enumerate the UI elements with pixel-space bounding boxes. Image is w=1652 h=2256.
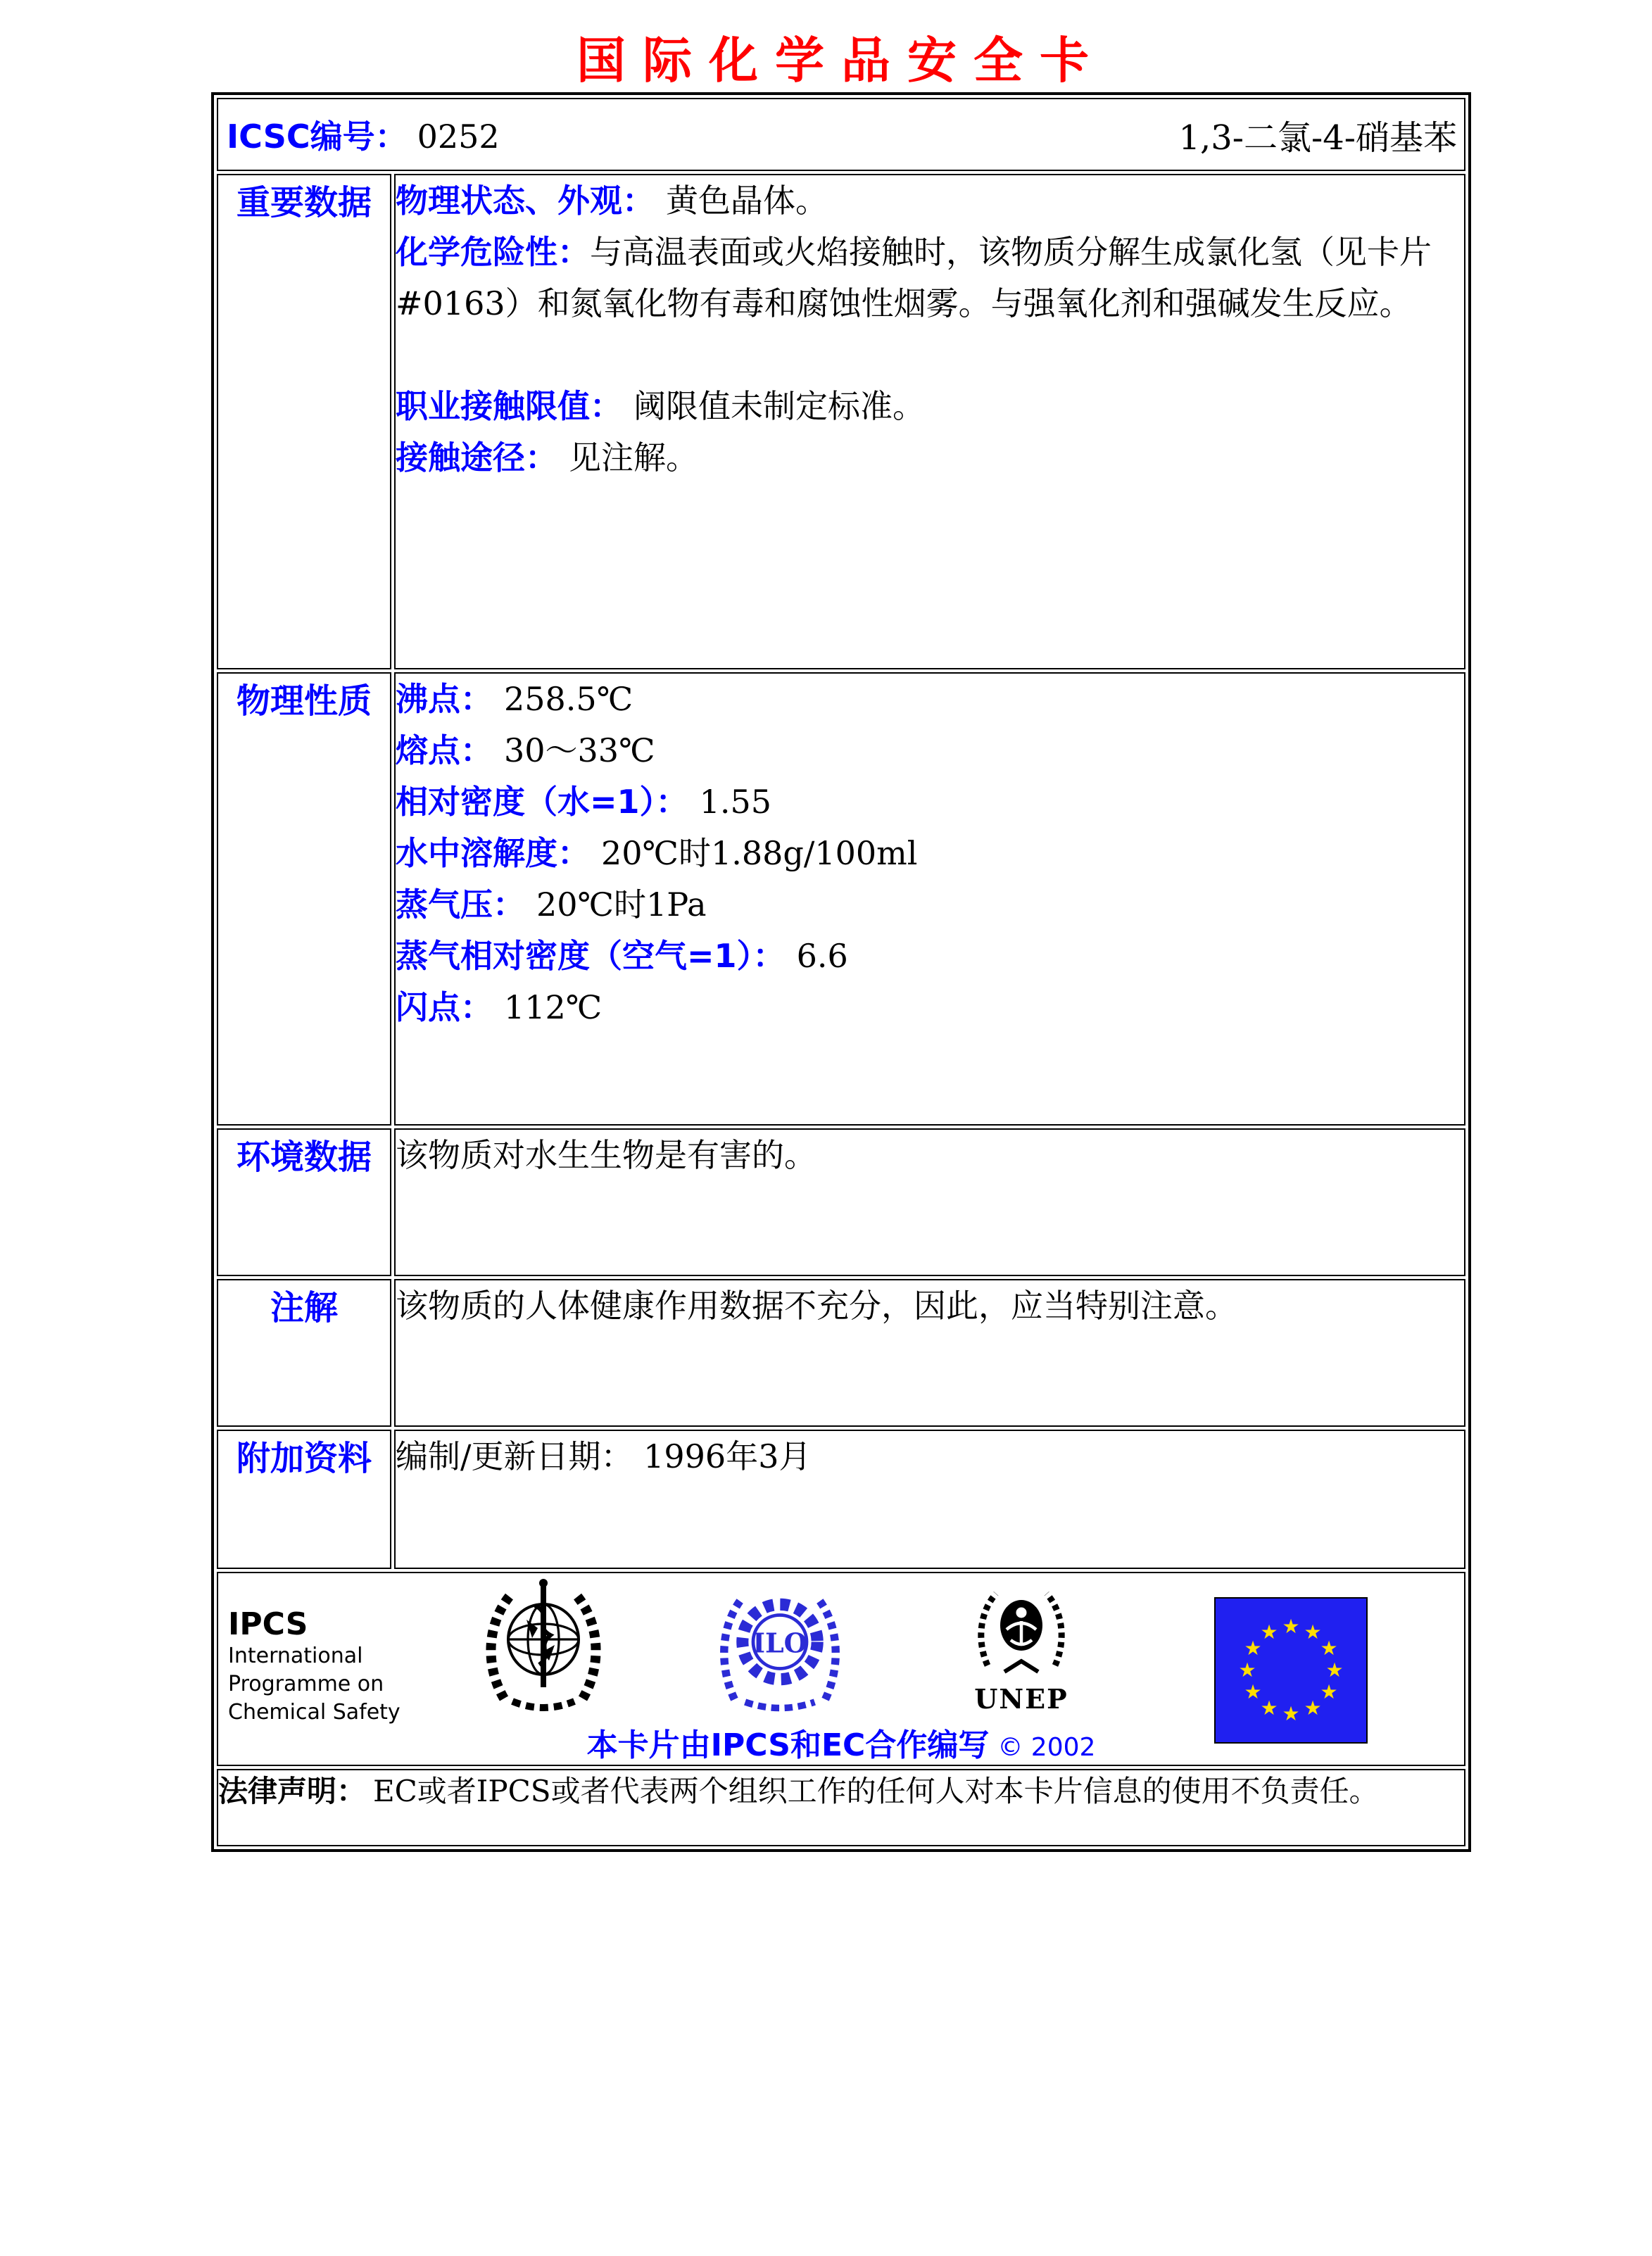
svg-text:★: ★ <box>1244 1680 1262 1703</box>
icsc-number-group <box>227 111 500 158</box>
important-data-label: 重要数据 <box>217 174 391 669</box>
svg-text:★: ★ <box>1282 1615 1300 1638</box>
additional-info-label: 附加资料 <box>217 1430 391 1569</box>
copyright-text: © 2002 <box>997 1733 1096 1762</box>
who-logo-icon <box>473 1577 614 1721</box>
ipcs-text-block: IPCS International Programme on Chemical Safety <box>228 1606 401 1725</box>
property-vapor-density: 蒸气相对密度（空气=1）： 6.6 <box>396 937 848 975</box>
property-relative-density: 相对密度（水=1）： 1.55 <box>396 783 771 821</box>
icsc-number-label: ICSC编号： <box>227 118 408 156</box>
unep-caption: UNEP <box>974 1683 1068 1715</box>
legal-disclaimer-row <box>217 1769 1465 1846</box>
notes-label: 注解 <box>217 1279 391 1427</box>
property-exposure-routes: 接触途径： 见注解。 <box>396 439 698 477</box>
additional-info-content <box>394 1430 1465 1569</box>
legal-text: EC或者IPCS或者代表两个组织工作的任何人对本卡片信息的使用不负责任。 <box>373 1774 1379 1808</box>
svg-text:★: ★ <box>1260 1620 1278 1644</box>
svg-text:★: ★ <box>1282 1702 1300 1725</box>
environmental-data-label: 环境数据 <box>217 1128 391 1276</box>
environmental-data-content <box>394 1128 1465 1276</box>
ilo-logo-icon <box>713 1582 847 1718</box>
credit-text: 本卡片由IPCS和EC合作编写 <box>586 1727 990 1763</box>
logos-footer-row <box>217 1572 1465 1766</box>
chemical-name: 1,3-二氯-4-硝基苯 <box>1178 118 1457 158</box>
property-water-solubility: 水中溶解度： 20℃时1.88g/100ml <box>396 834 918 872</box>
legal-label: 法律声明： <box>218 1774 367 1808</box>
property-boiling-point: 沸点： 258.5℃ <box>396 680 633 718</box>
notes-text: 该物质的人体健康作用数据不充分，因此，应当特别注意。 <box>396 1287 1237 1325</box>
card-header-row <box>217 98 1465 171</box>
physical-properties-label: 物理性质 <box>217 672 391 1126</box>
physical-properties-content <box>394 672 1465 1126</box>
blank-line <box>396 329 1464 381</box>
svg-text:ILO: ILO <box>752 1627 807 1659</box>
svg-text:★: ★ <box>1260 1696 1278 1720</box>
ipcs-title: IPCS <box>228 1606 308 1642</box>
unep-logo-icon <box>969 1579 1074 1715</box>
page-title: 国际化学品安全卡 <box>576 32 1106 89</box>
icsc-card-table <box>211 92 1471 1852</box>
property-flash-point: 闪点： 112℃ <box>396 988 603 1026</box>
svg-text:★: ★ <box>1320 1680 1338 1703</box>
property-occupational-limit: 职业接触限值： 阈限值未制定标准。 <box>396 387 925 425</box>
svg-text:★: ★ <box>1325 1658 1344 1682</box>
credit-line <box>218 1720 1464 1765</box>
property-physical-state: 物理状态、外观： 黄色晶体。 <box>396 182 828 220</box>
icsc-number-value: 0252 <box>417 118 500 156</box>
svg-text:★: ★ <box>1244 1637 1262 1660</box>
svg-text:★: ★ <box>1304 1696 1322 1720</box>
property-vapor-pressure: 蒸气压： 20℃时1Pa <box>396 886 707 924</box>
environmental-data-text: 该物质对水生生物是有害的。 <box>396 1136 816 1174</box>
svg-text:★: ★ <box>1304 1620 1322 1644</box>
property-chemical-hazard: 化学危险性：与高温表面或火焰接触时，该物质分解生成氯化氢（见卡片#0163）和氮氧化物有毒和腐蚀性烟雾。与强氧化剂和强碱发生反应。 <box>396 233 1432 322</box>
svg-text:★: ★ <box>1238 1658 1256 1682</box>
notes-content <box>394 1279 1465 1427</box>
important-data-content <box>394 174 1465 669</box>
property-melting-point: 熔点： 30～33℃ <box>396 731 655 769</box>
property-update-date: 编制/更新日期： 1996年3月 <box>396 1437 812 1475</box>
svg-text:★: ★ <box>1320 1637 1338 1660</box>
